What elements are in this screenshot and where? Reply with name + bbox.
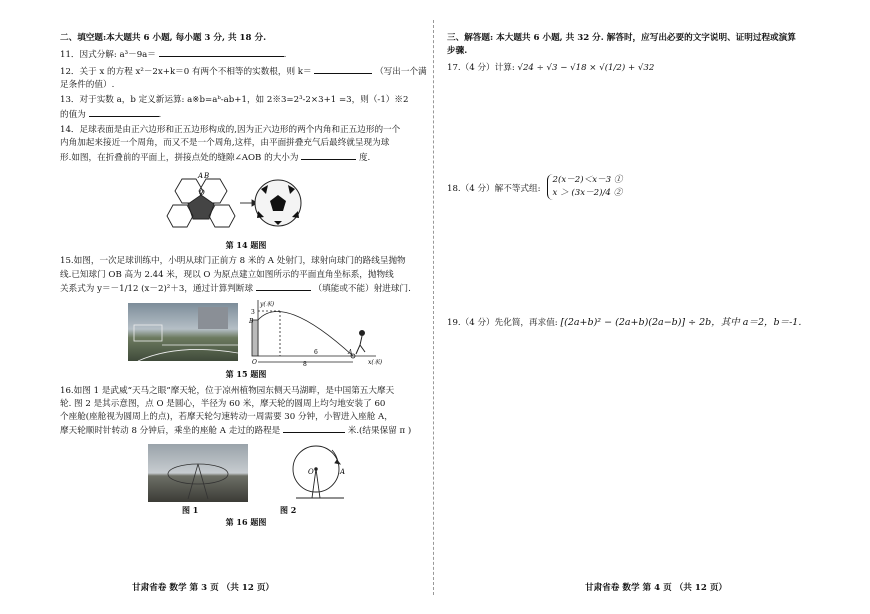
section-fill-in-title: 二、填空题:本大题共 6 小题, 每小题 3 分, 共 18 分. — [60, 33, 267, 43]
q16-text-b: 轮. 图 2 是其示意图，点 O 是圆心，半径为 60 米，摩天轮的圆周上均匀地安装了 60 — [60, 398, 386, 409]
page-4-content — [447, 32, 827, 332]
q12-text-b: （写出一个满足条件的值）. — [60, 66, 427, 90]
question-12 — [60, 65, 432, 93]
q16-text-d: 摩天轮顺时针转动 8 分钟后，乘坐的座舱 A 走过的路程是 — [60, 426, 281, 437]
figure-16 — [60, 442, 432, 514]
q14-blank[interactable] — [301, 151, 356, 160]
figure-15 — [60, 298, 432, 366]
soccer-ball-icon — [255, 180, 301, 226]
x-axis-label: x(米) — [368, 359, 383, 367]
support-right — [316, 469, 320, 498]
page-3-content — [60, 32, 432, 532]
player-icon — [356, 331, 365, 355]
q17-expression: √24 ÷ √3 − √18 × √(1/2) + √32 — [517, 62, 655, 73]
q18-inequality-1: 2(x－2)＜x－3 ① — [552, 174, 623, 185]
q12-blank[interactable] — [314, 65, 372, 74]
football-field-photo — [128, 303, 238, 361]
section-answer-title: 三、解答题: 本大题共 6 小题, 共 32 分. 解答时，应写出必要的文字说明、证明过程或演算 步骤. — [447, 33, 796, 57]
q12-text: 12．关于 x 的方程 x²－2x+k＝0 有两个不相等的实数根，则 k＝ — [60, 66, 312, 77]
q18-inequality-2: x ＞ (3x－2)/4 ② — [552, 187, 623, 198]
ferris-wheel-photo — [148, 444, 248, 502]
question-11: 11．因式分解: a³－9a＝ . — [60, 50, 287, 61]
figure-14-svg — [60, 167, 432, 237]
hexagon-bottom-right — [209, 205, 235, 227]
label-O: O — [199, 188, 205, 197]
q14-text-d: 度. — [358, 152, 371, 163]
label-A: A — [198, 171, 204, 180]
question-19 — [447, 316, 827, 331]
q11-blank[interactable] — [159, 48, 284, 57]
label-A: A — [348, 349, 353, 357]
figure-14 — [60, 167, 432, 237]
q19-text: 19.（4 分）先化简，再求值: — [447, 317, 558, 328]
q18-text: 18.（4 分）解不等式组: — [447, 183, 541, 194]
q17-text: 17.（4 分）计算: — [447, 62, 515, 73]
q14-text-c: 形.如图，在折叠前的平面上，拼接点处的缝隙∠AOB 的大小为 — [60, 152, 299, 163]
label-B: B — [204, 171, 210, 180]
field-lines-icon — [128, 303, 238, 361]
height-3-label: 3 — [251, 309, 255, 317]
distance-8-label: 8 — [303, 361, 307, 367]
label-A: A — [340, 467, 346, 476]
q11-text: 11．因式分解: a³－9a＝ — [60, 50, 156, 61]
q17-answer-area[interactable] — [447, 75, 827, 167]
distance-6-label: 6 — [314, 349, 318, 357]
q19-expression: [(2a+b)² − (2a+b)(2a−b)] ÷ 2b，其中 a＝2，b＝-1. — [560, 316, 802, 328]
label-O: O — [308, 467, 314, 476]
ferris-wheel-icon — [148, 444, 248, 502]
question-16 — [60, 385, 432, 439]
figure-15-graph — [248, 298, 398, 366]
q14-text-b: 内角加起来接近一个周角，而又不是一个周角,这样，由平面拼叠充气后最终就呈现为球 — [60, 138, 390, 149]
trajectory-curve — [258, 312, 353, 357]
q13-blank[interactable] — [89, 108, 159, 117]
page-3-footer: 甘肃省卷 数学 第 3 页 （共 12 页） — [132, 583, 275, 593]
figure-15-caption: 第 15 题图 — [225, 369, 267, 380]
page-4 — [435, 0, 870, 614]
q15-text-c: 关系式为 y＝－1/12 (x－2)²＋3，通过计算判断球 — [60, 283, 254, 294]
page-4-footer: 甘肃省卷 数学 第 4 页 （共 12 页） — [585, 583, 728, 593]
figure-16-label-1: 图 1 — [182, 504, 199, 515]
q18-system — [547, 174, 623, 201]
q13-text: 13．对于实数 a，b 定义新运算: a※b=aᵇ-ab+1，如 2※3=2³-2×3+1 =3，则（-1）※2 — [60, 95, 409, 106]
q15-text-d: （填能或不能）射进球门. — [313, 283, 411, 294]
q15-text-a: 15.如图，一次足球训练中，小明从球门正前方 8 米的 A 处射门，球射向球门的路线呈抛物 — [60, 256, 406, 267]
q13-text-b: 的值为 — [60, 109, 86, 120]
q16-text-e: 米.(结果保留 π ) — [347, 426, 412, 437]
question-18 — [447, 174, 827, 314]
hexagon-bottom-left — [167, 205, 193, 227]
q16-text-a: 16.如图 1 是武威“天马之眼”摩天轮，位于凉州植物园东侧天马湖畔，是中国第五大摩天 — [60, 385, 395, 396]
figure-16-diagram — [282, 442, 362, 504]
question-15 — [60, 255, 432, 296]
question-13: 13．对于实数 a，b 定义新运算: a※b=aᵇ-ab+1，如 2※3=2³-2×3+1 =3，则（-1）※2 的值为 . — [60, 95, 409, 120]
figure-16-caption: 第 16 题图 — [225, 516, 267, 527]
q16-blank[interactable] — [283, 424, 345, 433]
label-B: B — [249, 318, 254, 326]
q15-blank[interactable] — [256, 282, 311, 291]
goal-post — [252, 320, 258, 356]
label-O: O — [252, 359, 257, 367]
q14-text-a: 14．足球表面是由正六边形和正五边形构成的,因为正六边形的两个内角和正五边形的一个 — [60, 124, 401, 135]
q16-text-c: 个座舱(座舱视为圆周上的点)，若摩天轮匀速转动一周需要 30 分钟，小智进入座舱 A， — [60, 412, 393, 423]
rotation-arrow-head — [335, 460, 340, 464]
figure-14-caption: 第 14 题图 — [225, 239, 267, 250]
figure-16-label-2: 图 2 — [280, 504, 297, 515]
question-14 — [60, 124, 432, 165]
question-17 — [447, 62, 827, 172]
q15-text-b: 线.已知球门 OB 高为 2.44 米，现以 O 为原点建立如图所示的平面直角坐标系，抛物线 — [60, 269, 394, 280]
y-axis-label: y(米) — [260, 301, 275, 309]
